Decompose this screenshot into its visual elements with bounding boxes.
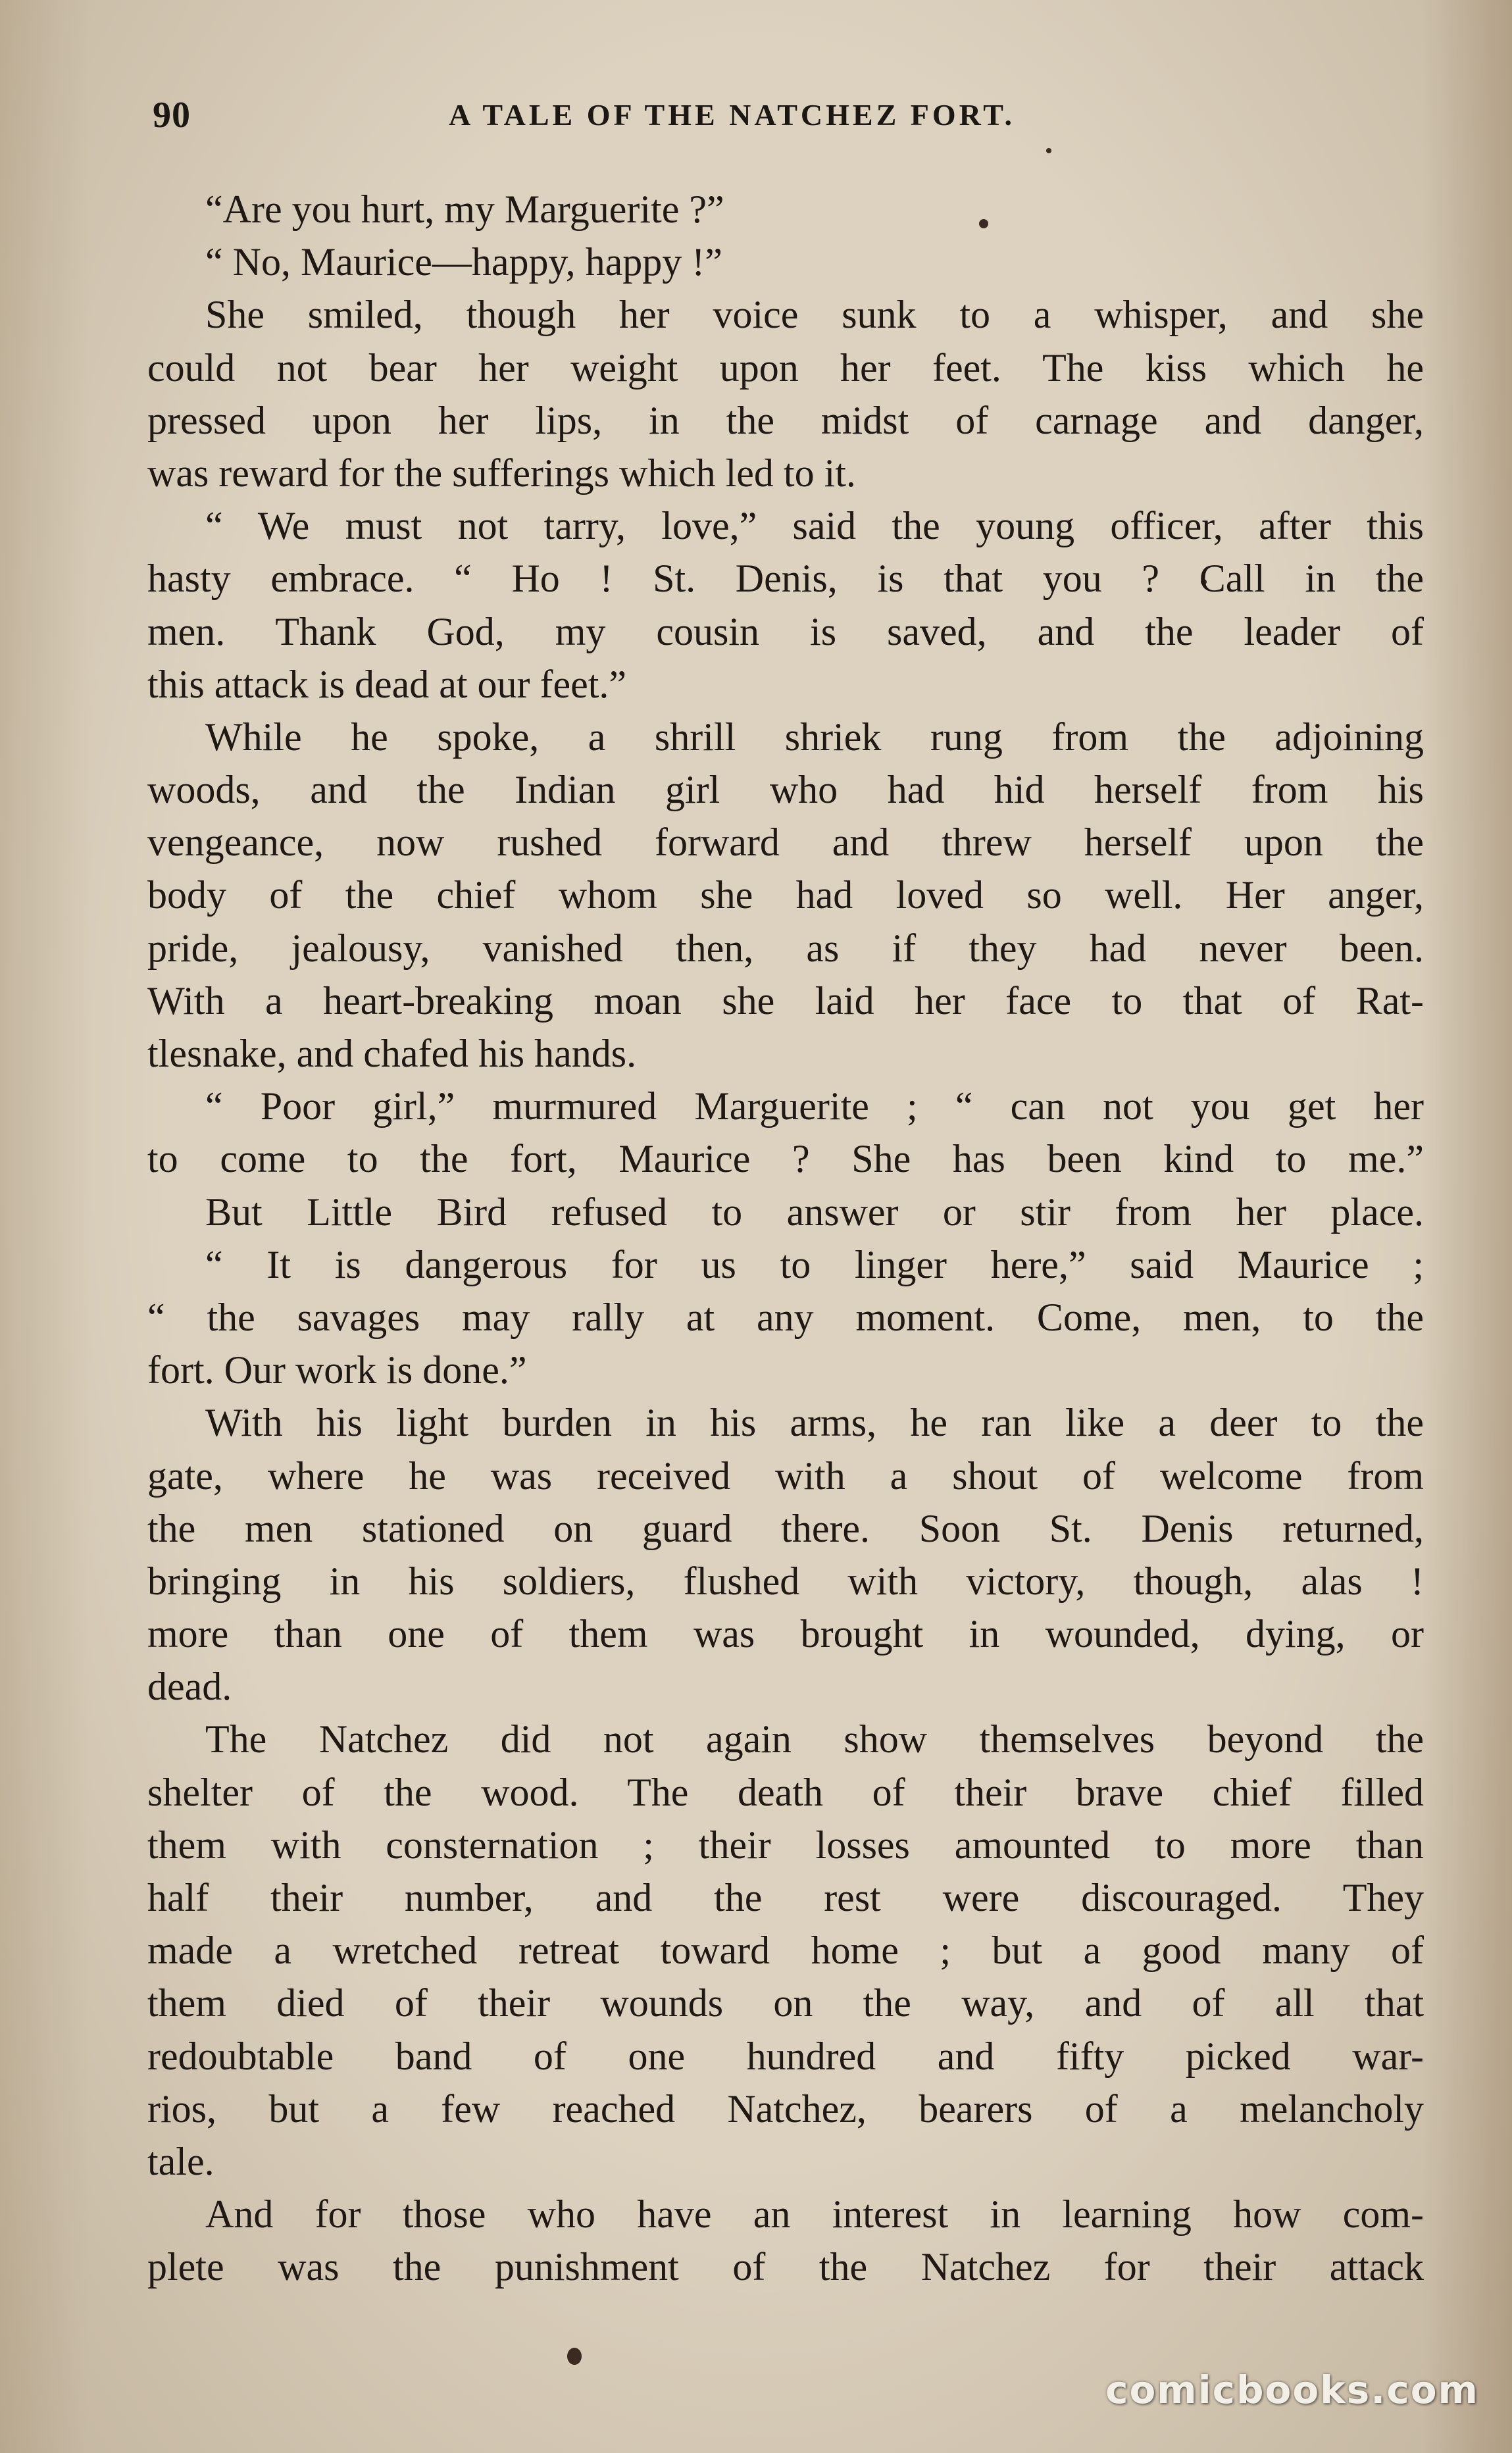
text-line: bringing in his soldiers, flushed with victory, though, alas ! xyxy=(147,1559,1424,1603)
text-line: “ No, Maurice—happy, happy !” xyxy=(205,240,722,284)
text-line: “ It is dangerous for us to linger here,” said Maurice ; xyxy=(205,1242,1424,1286)
text-line: could not bear her weight upon her feet. The kiss which he xyxy=(147,345,1424,390)
watermark: comicbooks.com xyxy=(1105,2367,1479,2412)
text-line: fort. Our work is done.” xyxy=(147,1348,527,1392)
ink-speck xyxy=(567,2348,582,2365)
text-line: plete was the punishment of the Natchez for their attack xyxy=(147,2245,1424,2289)
text-line: to come to the fort, Maurice ? She has been kind to me.” xyxy=(147,1137,1424,1181)
text-line: more than one of them was brought in wounded, dying, or xyxy=(147,1612,1424,1656)
text-line: And for those who have an interest in learning how com- xyxy=(205,2192,1424,2237)
text-line: the men stationed on guard there. Soon St. Denis returned, xyxy=(147,1506,1424,1550)
text-line: “ We must not tarry, love,” said the young officer, after this xyxy=(205,504,1424,548)
text-line: them with consternation ; their losses amounted to more than xyxy=(147,1823,1424,1867)
text-line: “Are you hurt, my Marguerite ?” xyxy=(205,188,724,231)
text-line: half their number, and the rest were discouraged. They xyxy=(147,1876,1424,1919)
text-line: body of the chief whom she had loved so well. Her anger, xyxy=(147,873,1424,917)
text-line: this attack is dead at our feet.” xyxy=(147,662,627,706)
text-line: was reward for the sufferings which led to it. xyxy=(147,451,856,495)
page-header xyxy=(153,89,1429,141)
text-line: them died of their wounds on the way, and of all that xyxy=(147,1981,1424,2025)
body-text xyxy=(147,183,1424,2294)
text-line: “ Poor girl,” murmured Marguerite ; “ can not you get her xyxy=(205,1084,1424,1128)
text-line: tlesnake, and chafed his hands. xyxy=(147,1032,637,1075)
text-line: hasty embrace. “ Ho ! St. Denis, is that you ? Call in the xyxy=(147,557,1424,601)
text-line: The Natchez did not again show themselves beyond the xyxy=(205,1717,1424,1761)
text-line: shelter of the wood. The death of their brave chief filled xyxy=(147,1770,1424,1814)
text-line: gate, where he was received with a shout of welcome from xyxy=(147,1454,1424,1498)
running-head: A TALE OF THE NATCHEZ FORT. xyxy=(449,98,1016,132)
text-line: She smiled, though her voice sunk to a whisper, and she xyxy=(205,293,1424,337)
page-number: 90 xyxy=(153,95,191,136)
text-line: pressed upon her lips, in the midst of carnage and danger, xyxy=(147,398,1424,442)
text-line: tale. xyxy=(147,2139,214,2183)
ink-speck xyxy=(1046,148,1051,153)
text-line: vengeance, now rushed forward and threw herself upon the xyxy=(147,821,1424,865)
text-line: “ the savages may rally at any moment. Come, men, to the xyxy=(147,1295,1424,1339)
text-line: woods, and the Indian girl who had hid herself from his xyxy=(147,768,1424,812)
text-line: While he spoke, a shrill shriek rung from the adjoining xyxy=(205,715,1424,759)
text-line: dead. xyxy=(147,1665,232,1709)
text-line: But Little Bird refused to answer or stir from her place. xyxy=(205,1190,1424,1234)
text-line: redoubtable band of one hundred and fifty picked war- xyxy=(147,2034,1424,2078)
text-line: With his light burden in his arms, he ran like a deer to the xyxy=(205,1401,1424,1445)
text-line: made a wretched retreat toward home ; but a good many of xyxy=(147,1929,1424,1973)
text-line: men. Thank God, my cousin is saved, and the leader of xyxy=(147,609,1424,653)
text-line: rios, but a few reached Natchez, bearers of a melancholy xyxy=(147,2086,1424,2131)
text-line: pride, jealousy, vanished then, as if they had never been. xyxy=(147,926,1424,970)
text-line: With a heart-breaking moan she laid her face to that of Rat- xyxy=(147,978,1424,1023)
